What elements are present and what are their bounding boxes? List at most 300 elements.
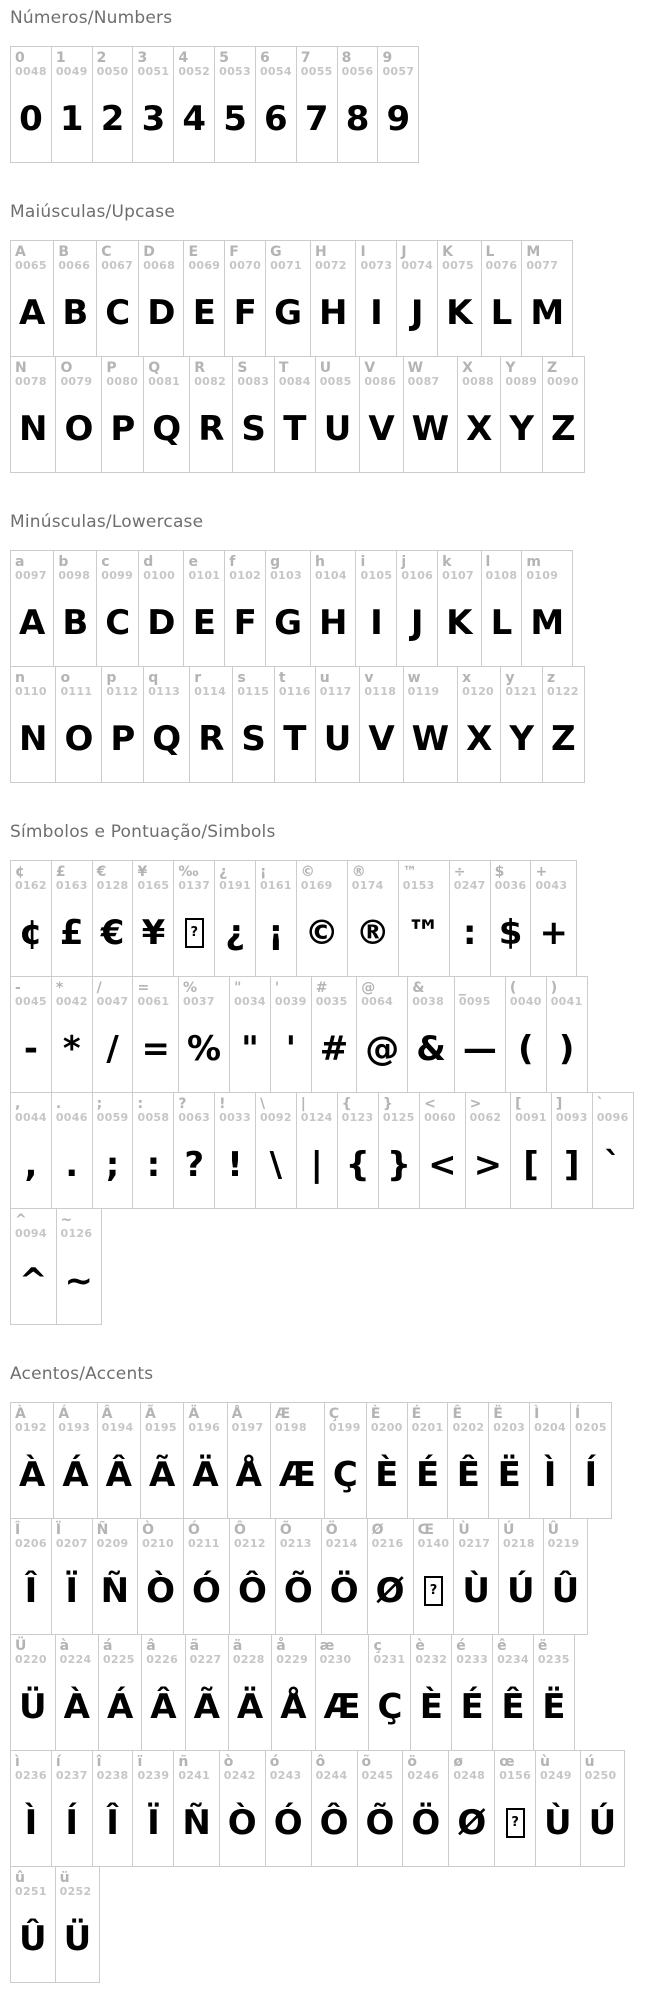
cell-unicode-code: 0051 xyxy=(137,65,170,79)
glyph-cell xyxy=(173,1750,219,1867)
glyph-cell xyxy=(366,1402,408,1519)
cell-unicode-code: 0055 xyxy=(300,65,333,79)
glyph-cell xyxy=(355,240,397,357)
cell-head xyxy=(179,977,229,1013)
cell-head xyxy=(11,357,55,393)
cell-char-label: Ä xyxy=(188,1406,200,1422)
cell-unicode-code: 0073 xyxy=(360,259,393,273)
cell-char-label: Ã xyxy=(144,1406,156,1422)
cell-char-label: Z xyxy=(547,360,558,376)
cell-char-label: ¡ xyxy=(259,864,267,880)
glyph-row xyxy=(10,1518,588,1635)
cell-char-label: M xyxy=(526,244,541,260)
glyph-cell xyxy=(500,666,543,783)
cell-head xyxy=(438,551,480,587)
glyph-cell xyxy=(359,356,403,473)
cell-glyph: S xyxy=(241,718,266,759)
glyph-cell xyxy=(419,1092,466,1209)
glyph-cell xyxy=(51,46,93,163)
section xyxy=(10,822,655,1325)
cell-glyph: T xyxy=(283,718,307,759)
glyph-cell xyxy=(447,1402,489,1519)
cell-glyph: > xyxy=(473,1144,503,1185)
cell-head xyxy=(52,977,92,1013)
cell-char-label: Ó xyxy=(188,1522,200,1538)
cell-unicode-code: 0034 xyxy=(234,995,266,1009)
cell-glyph: ) xyxy=(558,1028,575,1069)
glyph-cell xyxy=(542,666,585,783)
cell-head xyxy=(229,1635,271,1671)
cell-unicode-code: 0203 xyxy=(493,1421,526,1435)
cell-char-label: y xyxy=(505,670,515,686)
glyph-cell xyxy=(324,1402,367,1519)
glyph-cell xyxy=(132,1092,174,1209)
cell-head xyxy=(133,1751,173,1787)
cell-head xyxy=(275,667,315,703)
glyph-row xyxy=(10,240,573,357)
cell-glyph: = xyxy=(141,1028,170,1069)
cell-head xyxy=(271,977,311,1013)
cell-head xyxy=(399,861,449,897)
cell-unicode-code: 0219 xyxy=(547,1537,580,1551)
cell-unicode-code: 0113 xyxy=(148,685,181,699)
cell-unicode-code: 0218 xyxy=(503,1537,535,1551)
glyph-cell xyxy=(580,1750,626,1867)
missing-glyph-box: ? xyxy=(506,1808,525,1838)
glyph-cell xyxy=(529,1402,571,1519)
cell-glyph: Ö xyxy=(411,1802,441,1843)
glyph-cell xyxy=(92,976,134,1093)
cell-head xyxy=(368,1519,413,1555)
cell-head xyxy=(144,357,189,393)
glyph-row xyxy=(10,1092,634,1209)
cell-head xyxy=(184,551,224,587)
section xyxy=(10,1364,655,1983)
cell-unicode-code: 0248 xyxy=(453,1769,486,1783)
glyph-cell xyxy=(494,1750,536,1867)
glyph-cell xyxy=(356,976,408,1093)
glyph-cell xyxy=(407,1402,449,1519)
cell-unicode-code: 0085 xyxy=(319,375,352,389)
cell-char-label: ) xyxy=(550,980,558,996)
glyph-row xyxy=(10,860,577,977)
cell-char-label: : xyxy=(137,1096,144,1112)
glyph-cell xyxy=(55,356,102,473)
cell-char-label: 9 xyxy=(382,50,393,66)
cell-head xyxy=(97,241,138,277)
cell-unicode-code: 0199 xyxy=(328,1421,361,1435)
cell-head xyxy=(233,667,274,703)
glyph-cell xyxy=(255,860,297,977)
cell-unicode-code: 0232 xyxy=(415,1653,448,1667)
cell-glyph: V xyxy=(368,718,395,759)
cell-unicode-code: 0087 xyxy=(407,375,440,389)
glyph-cell xyxy=(505,976,547,1093)
cell-glyph: Ë xyxy=(497,1454,521,1495)
cell-glyph: : xyxy=(146,1144,161,1185)
cell-unicode-code: 0080 xyxy=(106,375,139,389)
cell-glyph: Ì xyxy=(543,1454,557,1495)
cell-head xyxy=(311,241,355,277)
cell-head xyxy=(271,1403,324,1439)
cell-glyph: M xyxy=(530,292,565,333)
cell-unicode-code: 0065 xyxy=(15,259,47,273)
glyph-cell xyxy=(138,240,184,357)
cell-unicode-code: 0238 xyxy=(96,1769,129,1783)
cell-head xyxy=(452,1635,492,1671)
cell-head xyxy=(233,357,274,393)
cell-char-label: i xyxy=(360,554,366,570)
cell-unicode-code: 0072 xyxy=(315,259,347,273)
cell-unicode-code: 0234 xyxy=(497,1653,529,1667)
glyph-cell xyxy=(315,1634,370,1751)
cell-head xyxy=(458,357,500,393)
glyph-row xyxy=(10,550,573,667)
cell-char-label: ö xyxy=(407,1754,418,1770)
cell-head xyxy=(133,47,173,83)
cell-char-label: £ xyxy=(55,864,66,880)
cell-head xyxy=(56,1635,98,1671)
cell-unicode-code: 0220 xyxy=(15,1653,47,1667)
cell-unicode-code: 0090 xyxy=(547,375,579,389)
cell-glyph: £ xyxy=(59,912,84,953)
cell-glyph: [ xyxy=(523,1144,539,1185)
glyph-cell xyxy=(255,1092,297,1209)
glyph-cell xyxy=(10,666,56,783)
glyph-cell xyxy=(214,46,256,163)
cell-char-label: W xyxy=(407,360,424,376)
cell-char-label: C xyxy=(101,244,112,260)
cell-char-label: ¥ xyxy=(137,864,148,880)
cell-glyph: G xyxy=(274,292,303,333)
cell-unicode-code: 0163 xyxy=(55,879,88,893)
cell-char-label: H xyxy=(315,244,327,260)
cell-head xyxy=(312,977,357,1013)
glyph-cell xyxy=(396,550,438,667)
glyph-cell xyxy=(92,46,134,163)
cell-head xyxy=(11,241,53,277)
cell-head xyxy=(54,551,96,587)
cell-unicode-code: 0252 xyxy=(59,1885,92,1899)
cell-head xyxy=(133,977,178,1013)
cell-head xyxy=(52,1751,92,1787)
cell-unicode-code: 0050 xyxy=(96,65,129,79)
cell-glyph: ? xyxy=(184,1144,205,1185)
cell-glyph: N xyxy=(19,718,48,759)
glyph-cell xyxy=(10,1092,52,1209)
cell-glyph: M xyxy=(530,602,565,643)
cell-head xyxy=(408,1403,448,1439)
cell-char-label: c xyxy=(101,554,110,570)
cell-glyph: A xyxy=(19,292,46,333)
glyph-cell xyxy=(96,240,139,357)
section-title: Maiúsculas/Upcase xyxy=(10,202,175,222)
cell-head xyxy=(138,1519,183,1555)
cell-unicode-code: 0059 xyxy=(96,1111,129,1125)
cell-unicode-code: 0225 xyxy=(102,1653,135,1667)
glyph-cell xyxy=(275,1518,322,1635)
glyph-cell xyxy=(227,1402,271,1519)
cell-head xyxy=(133,861,173,897)
cell-glyph: $ xyxy=(498,912,523,953)
glyph-cell xyxy=(368,1634,411,1751)
cell-glyph: B xyxy=(62,292,89,333)
cell-char-label: O xyxy=(60,360,73,376)
cell-glyph: < xyxy=(428,1144,457,1185)
glyph-cell xyxy=(137,1518,184,1635)
cell-unicode-code: 0117 xyxy=(319,685,352,699)
cell-head xyxy=(142,1635,184,1671)
glyph-cell xyxy=(310,550,356,667)
cell-glyph: L xyxy=(490,602,513,643)
glyph-cell xyxy=(481,240,523,357)
cell-char-label: j xyxy=(401,554,407,570)
cell-head xyxy=(184,241,224,277)
cell-head xyxy=(11,1093,51,1129)
cell-char-label: õ xyxy=(361,1754,372,1770)
cell-head xyxy=(297,47,337,83)
cell-head xyxy=(552,1093,592,1129)
cell-unicode-code: 0102 xyxy=(229,569,262,583)
cell-glyph: 4 xyxy=(182,98,207,139)
glyph-cell xyxy=(570,1402,612,1519)
cell-glyph: { xyxy=(345,1144,370,1185)
cell-head xyxy=(54,241,96,277)
section-title: Minúsculas/Lowercase xyxy=(10,512,204,532)
cell-unicode-code: 0198 xyxy=(274,1421,307,1435)
cell-char-label: ( xyxy=(509,980,517,996)
cell-head xyxy=(491,861,531,897)
glyph-cell xyxy=(488,1402,530,1519)
glyph-cell xyxy=(490,860,532,977)
glyph-cell xyxy=(183,1518,230,1635)
glyph-cell xyxy=(454,976,506,1093)
cell-glyph: R xyxy=(198,408,225,449)
cell-glyph: D xyxy=(147,292,176,333)
cell-head xyxy=(52,861,92,897)
cell-unicode-code: 0201 xyxy=(411,1421,444,1435)
cell-char-label: S xyxy=(237,360,248,376)
cell-head xyxy=(534,1635,574,1671)
glyph-cell xyxy=(224,550,266,667)
glyph-cell xyxy=(53,1402,97,1519)
cell-char-label: Á xyxy=(58,1406,70,1422)
cell-glyph: Ü xyxy=(63,1918,92,1959)
cell-head xyxy=(379,1093,419,1129)
cell-head xyxy=(356,241,396,277)
cell-unicode-code: 0103 xyxy=(270,569,302,583)
cell-char-label: e xyxy=(188,554,198,570)
cell-unicode-code: 0107 xyxy=(442,569,474,583)
glyph-cell xyxy=(271,1634,315,1751)
cell-unicode-code: 0119 xyxy=(407,685,440,699)
cell-unicode-code: 0037 xyxy=(182,995,215,1009)
cell-char-label: Î xyxy=(15,1522,21,1538)
cell-head xyxy=(230,977,270,1013)
glyph-cell xyxy=(357,1750,404,1867)
cell-glyph: T xyxy=(283,408,307,449)
cell-char-label: k xyxy=(442,554,452,570)
glyph-cell xyxy=(543,1518,589,1635)
cell-unicode-code: 0061 xyxy=(137,995,170,1009)
cell-head xyxy=(93,1519,137,1555)
glyph-cell xyxy=(51,1092,93,1209)
cell-glyph: ¿ xyxy=(225,912,245,953)
cell-head xyxy=(220,1751,265,1787)
cell-char-label: 2 xyxy=(96,50,107,66)
glyph-cell xyxy=(228,1634,272,1751)
glyph-cell xyxy=(178,976,230,1093)
cell-unicode-code: 0202 xyxy=(452,1421,485,1435)
cell-glyph: ` xyxy=(604,1144,622,1185)
cell-char-label: í xyxy=(55,1754,61,1770)
cell-char-label: R xyxy=(194,360,205,376)
cell-glyph: Ï xyxy=(65,1570,79,1611)
glyph-cell xyxy=(10,1402,54,1519)
cell-glyph: Ç xyxy=(332,1454,358,1495)
glyph-cell xyxy=(53,240,97,357)
cell-unicode-code: 0191 xyxy=(219,879,251,893)
cell-unicode-code: 0233 xyxy=(456,1653,489,1667)
cell-glyph: / xyxy=(106,1028,119,1069)
glyph-cell xyxy=(367,1518,414,1635)
glyph-cell xyxy=(132,1750,174,1867)
cell-head xyxy=(99,1635,141,1671)
cell-char-label: 7 xyxy=(300,50,311,66)
cell-unicode-code: 0045 xyxy=(15,995,47,1009)
glyph-cell xyxy=(437,550,481,667)
glyph-cell xyxy=(189,356,233,473)
cell-glyph: Z xyxy=(551,408,576,449)
cell-char-label: < xyxy=(424,1096,436,1112)
cell-head xyxy=(356,551,396,587)
cell-glyph: , xyxy=(24,1144,38,1185)
cell-unicode-code: 0128 xyxy=(96,879,129,893)
cell-char-label: K xyxy=(442,244,453,260)
cell-char-label: p xyxy=(106,670,117,686)
glyph-cell xyxy=(270,1402,325,1519)
cell-unicode-code: 0195 xyxy=(144,1421,177,1435)
cell-head xyxy=(266,241,310,277)
cell-char-label: Ê xyxy=(452,1406,463,1422)
cell-head xyxy=(501,667,542,703)
cell-unicode-code: 0035 xyxy=(315,995,348,1009)
cell-unicode-code: 0206 xyxy=(15,1537,47,1551)
cell-char-label: Ü xyxy=(15,1638,27,1654)
cell-head xyxy=(11,1403,53,1439)
cell-head xyxy=(139,241,183,277)
cell-unicode-code: 0083 xyxy=(237,375,270,389)
cell-char-label: î xyxy=(96,1754,102,1770)
glyph-cell xyxy=(92,1750,134,1867)
cell-head xyxy=(536,1751,580,1787)
cell-char-label: Ú xyxy=(503,1522,515,1538)
cell-char-label: u xyxy=(319,670,330,686)
glyph-cell xyxy=(97,1402,141,1519)
cell-char-label: Ë xyxy=(493,1406,503,1422)
cell-glyph: F xyxy=(233,292,257,333)
glyph-cell xyxy=(229,976,271,1093)
cell-unicode-code: 0227 xyxy=(189,1653,222,1667)
glyph-cell xyxy=(448,1750,495,1867)
cell-char-label: . xyxy=(55,1096,62,1112)
glyph-cell xyxy=(521,550,573,667)
cell-char-label: l xyxy=(485,554,491,570)
cell-char-label: , xyxy=(15,1096,21,1112)
cell-glyph: Í xyxy=(584,1454,598,1495)
cell-unicode-code: 0075 xyxy=(442,259,474,273)
cell-head xyxy=(56,667,101,703)
cell-glyph: I xyxy=(370,292,383,333)
glyph-cell xyxy=(232,666,275,783)
cell-glyph: . xyxy=(65,1144,79,1185)
cell-char-label: ™ xyxy=(402,864,417,880)
cell-char-label: © xyxy=(300,864,315,880)
glyph-cell xyxy=(98,1634,142,1751)
cell-unicode-code: 0209 xyxy=(96,1537,129,1551)
cell-head xyxy=(174,861,214,897)
cell-glyph: Ò xyxy=(227,1802,257,1843)
cell-head xyxy=(367,1403,407,1439)
cell-glyph: S xyxy=(241,408,266,449)
cell-unicode-code: 0235 xyxy=(537,1653,570,1667)
cell-head xyxy=(11,861,51,897)
cell-glyph: ! xyxy=(227,1144,243,1185)
cell-head xyxy=(184,1403,226,1439)
cell-char-label: / xyxy=(96,980,102,996)
cell-unicode-code: 0064 xyxy=(361,995,394,1009)
glyph-row xyxy=(10,666,585,783)
cell-glyph: Î xyxy=(24,1570,38,1611)
cell-unicode-code: 0086 xyxy=(364,375,397,389)
cell-head xyxy=(449,1751,494,1787)
cell-head xyxy=(448,1403,488,1439)
glyph-cell xyxy=(451,1634,493,1751)
cell-char-label: ÷ xyxy=(453,864,466,880)
cell-char-label: ] xyxy=(555,1096,563,1112)
glyph-cell xyxy=(337,46,379,163)
cell-head xyxy=(499,1519,543,1555)
section-title: Símbolos e Pontuação/Simbols xyxy=(10,822,276,842)
cell-glyph: B xyxy=(62,602,89,643)
cell-unicode-code: 0229 xyxy=(276,1653,309,1667)
cell-head xyxy=(450,861,490,897)
cell-unicode-code: 0122 xyxy=(547,685,579,699)
cell-unicode-code: 0192 xyxy=(15,1421,47,1435)
cell-char-label: m xyxy=(526,554,541,570)
cell-head xyxy=(225,551,265,587)
cell-glyph: É xyxy=(415,1454,440,1495)
cell-glyph: O xyxy=(64,718,94,759)
cell-char-label: f xyxy=(229,554,236,570)
section-title: Acentos/Accents xyxy=(10,1364,154,1384)
cell-glyph: Ã xyxy=(193,1686,220,1727)
cell-glyph: C xyxy=(105,292,131,333)
cell-unicode-code: 0226 xyxy=(146,1653,179,1667)
cell-char-label: Í xyxy=(574,1406,581,1422)
cell-head xyxy=(454,1519,498,1555)
cell-glyph: Ä xyxy=(192,1454,219,1495)
cell-head xyxy=(266,1751,311,1787)
glyph-cell xyxy=(143,666,190,783)
cell-head xyxy=(543,357,584,393)
cell-glyph: L xyxy=(490,292,513,333)
cell-glyph: Ø xyxy=(375,1570,405,1611)
cell-glyph: ^ xyxy=(19,1260,48,1301)
cell-glyph: € xyxy=(100,912,125,953)
cell-char-label: " xyxy=(234,980,242,996)
cell-glyph: H xyxy=(319,602,348,643)
